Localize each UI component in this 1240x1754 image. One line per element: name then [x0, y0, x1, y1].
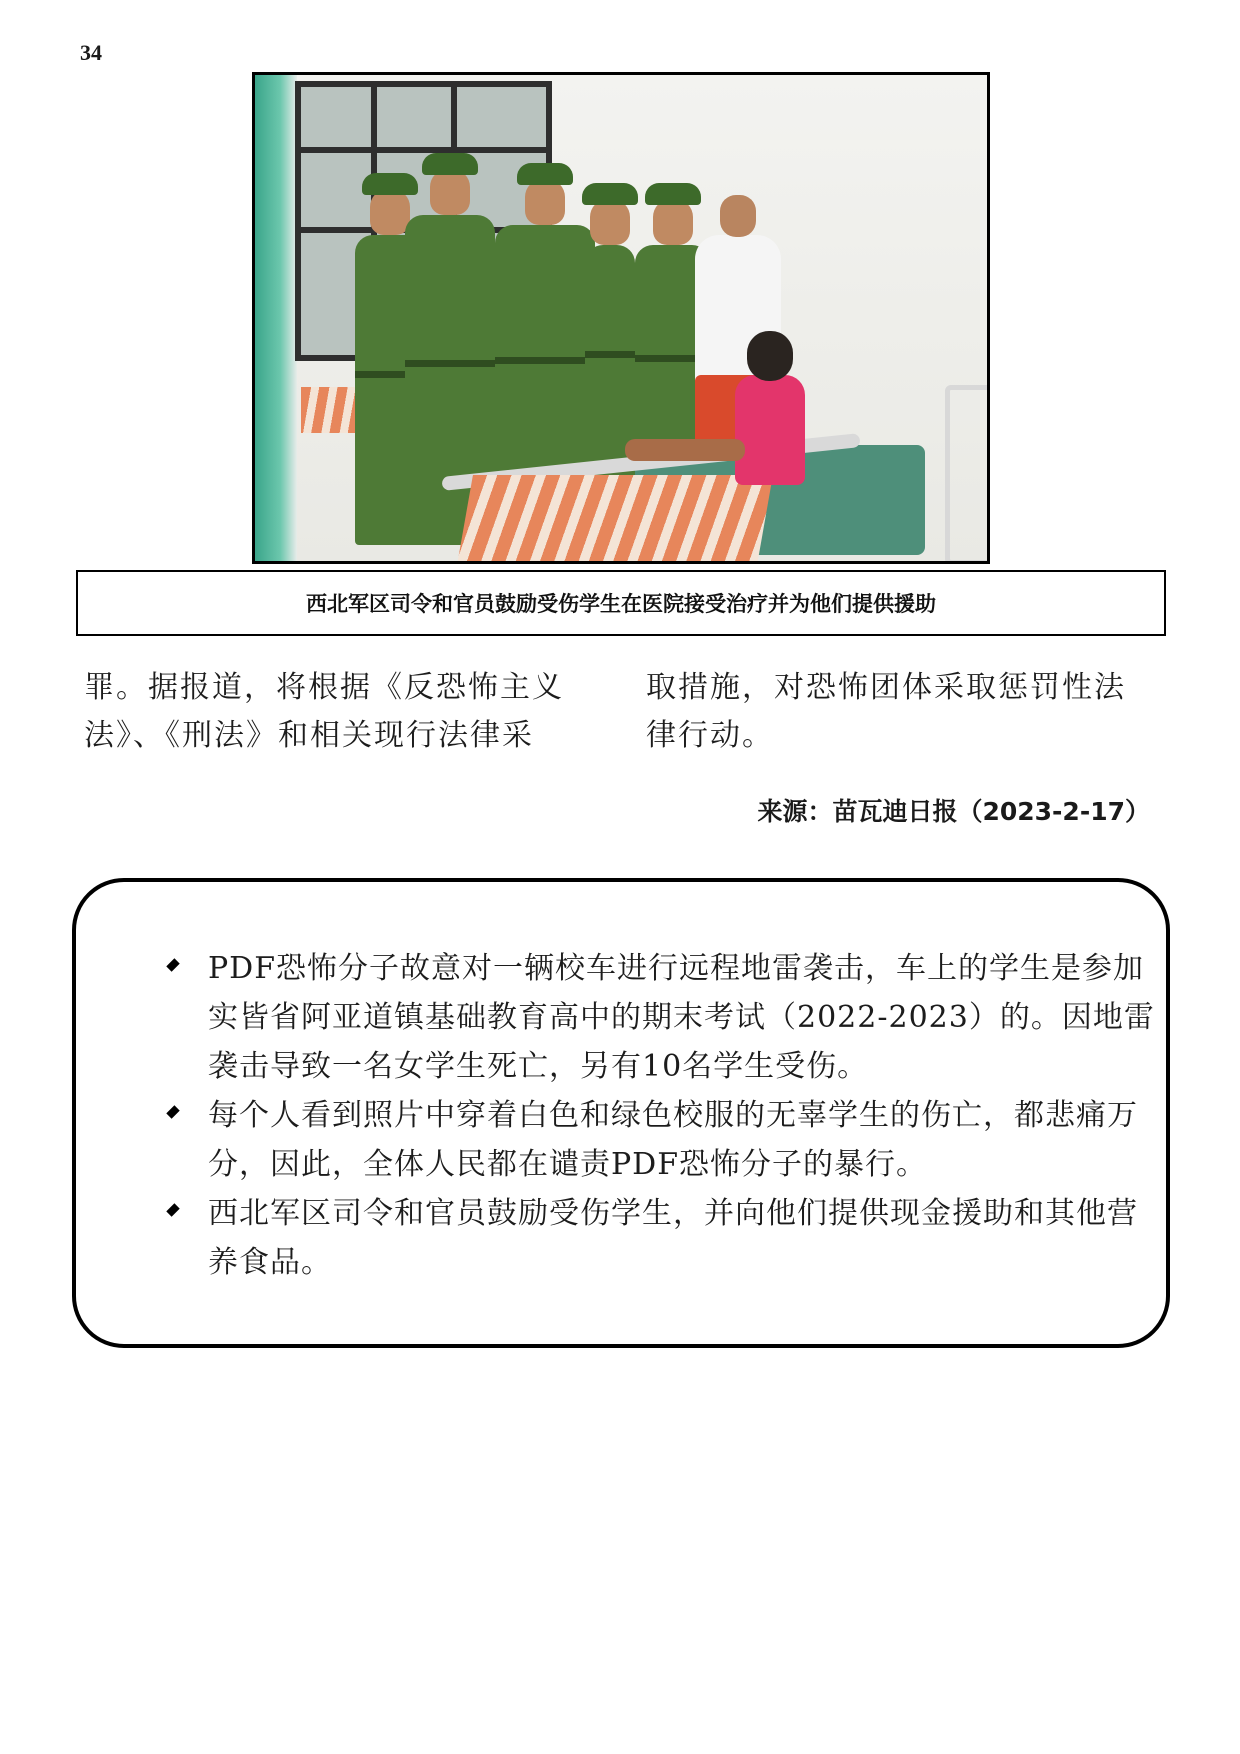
body-column-left — [84, 664, 624, 760]
bullet-line: 养食品。 — [208, 1245, 332, 1280]
diamond-bullet-icon — [166, 1105, 179, 1118]
body-line: 律行动。 — [646, 718, 774, 753]
summary-bullet-list — [138, 944, 1155, 1287]
photo-injured-student — [735, 375, 805, 485]
bullet-line: 每个人看到照片中穿着白色和绿色校服的无辜学生的伤亡，都悲痛万 — [208, 1098, 1138, 1133]
summary-box — [72, 878, 1170, 1348]
news-photo — [252, 72, 990, 564]
summary-bullet — [138, 1091, 1138, 1189]
photo-door — [255, 75, 297, 561]
photo-caption: 西北军区司令和官员鼓励受伤学生在医院接受治疗并为他们提供援助 — [306, 592, 936, 616]
body-line: 取措施，对恐怖团体采取惩罚性法 — [646, 670, 1126, 705]
body-line: 罪。据报道，将根据《反恐怖主义 — [84, 670, 564, 705]
bullet-line: PDF恐怖分子故意对一辆校车进行远程地雷袭击，车上的学生是参加 — [208, 951, 1145, 986]
photo-bed-frame — [945, 385, 990, 564]
source-citation: 来源：苗瓦迪日报（2023-2-17） — [757, 797, 1150, 826]
photo-caption-box — [76, 570, 1166, 636]
summary-bullet — [138, 944, 1155, 1091]
diamond-bullet-icon — [166, 1203, 179, 1216]
bullet-line: 分，因此，全体人民都在谴责PDF恐怖分子的暴行。 — [208, 1147, 928, 1182]
window-mullion — [301, 147, 546, 153]
diamond-bullet-icon — [166, 958, 179, 971]
bullet-line: 实皆省阿亚道镇基础教育高中的期末考试（2022-2023）的。因地雷 — [208, 1000, 1155, 1035]
photo-blanket — [457, 475, 773, 564]
page-number: 34 — [80, 40, 102, 65]
body-line: 法》、《刑法》和相关现行法律采 — [84, 718, 534, 753]
bullet-line: 袭击导致一名女学生死亡，另有10名学生受伤。 — [208, 1049, 869, 1084]
bullet-line: 西北军区司令和官员鼓励受伤学生，并向他们提供现金援助和其他营 — [208, 1196, 1138, 1231]
body-column-right — [646, 664, 1176, 760]
summary-bullet — [138, 1189, 1138, 1287]
